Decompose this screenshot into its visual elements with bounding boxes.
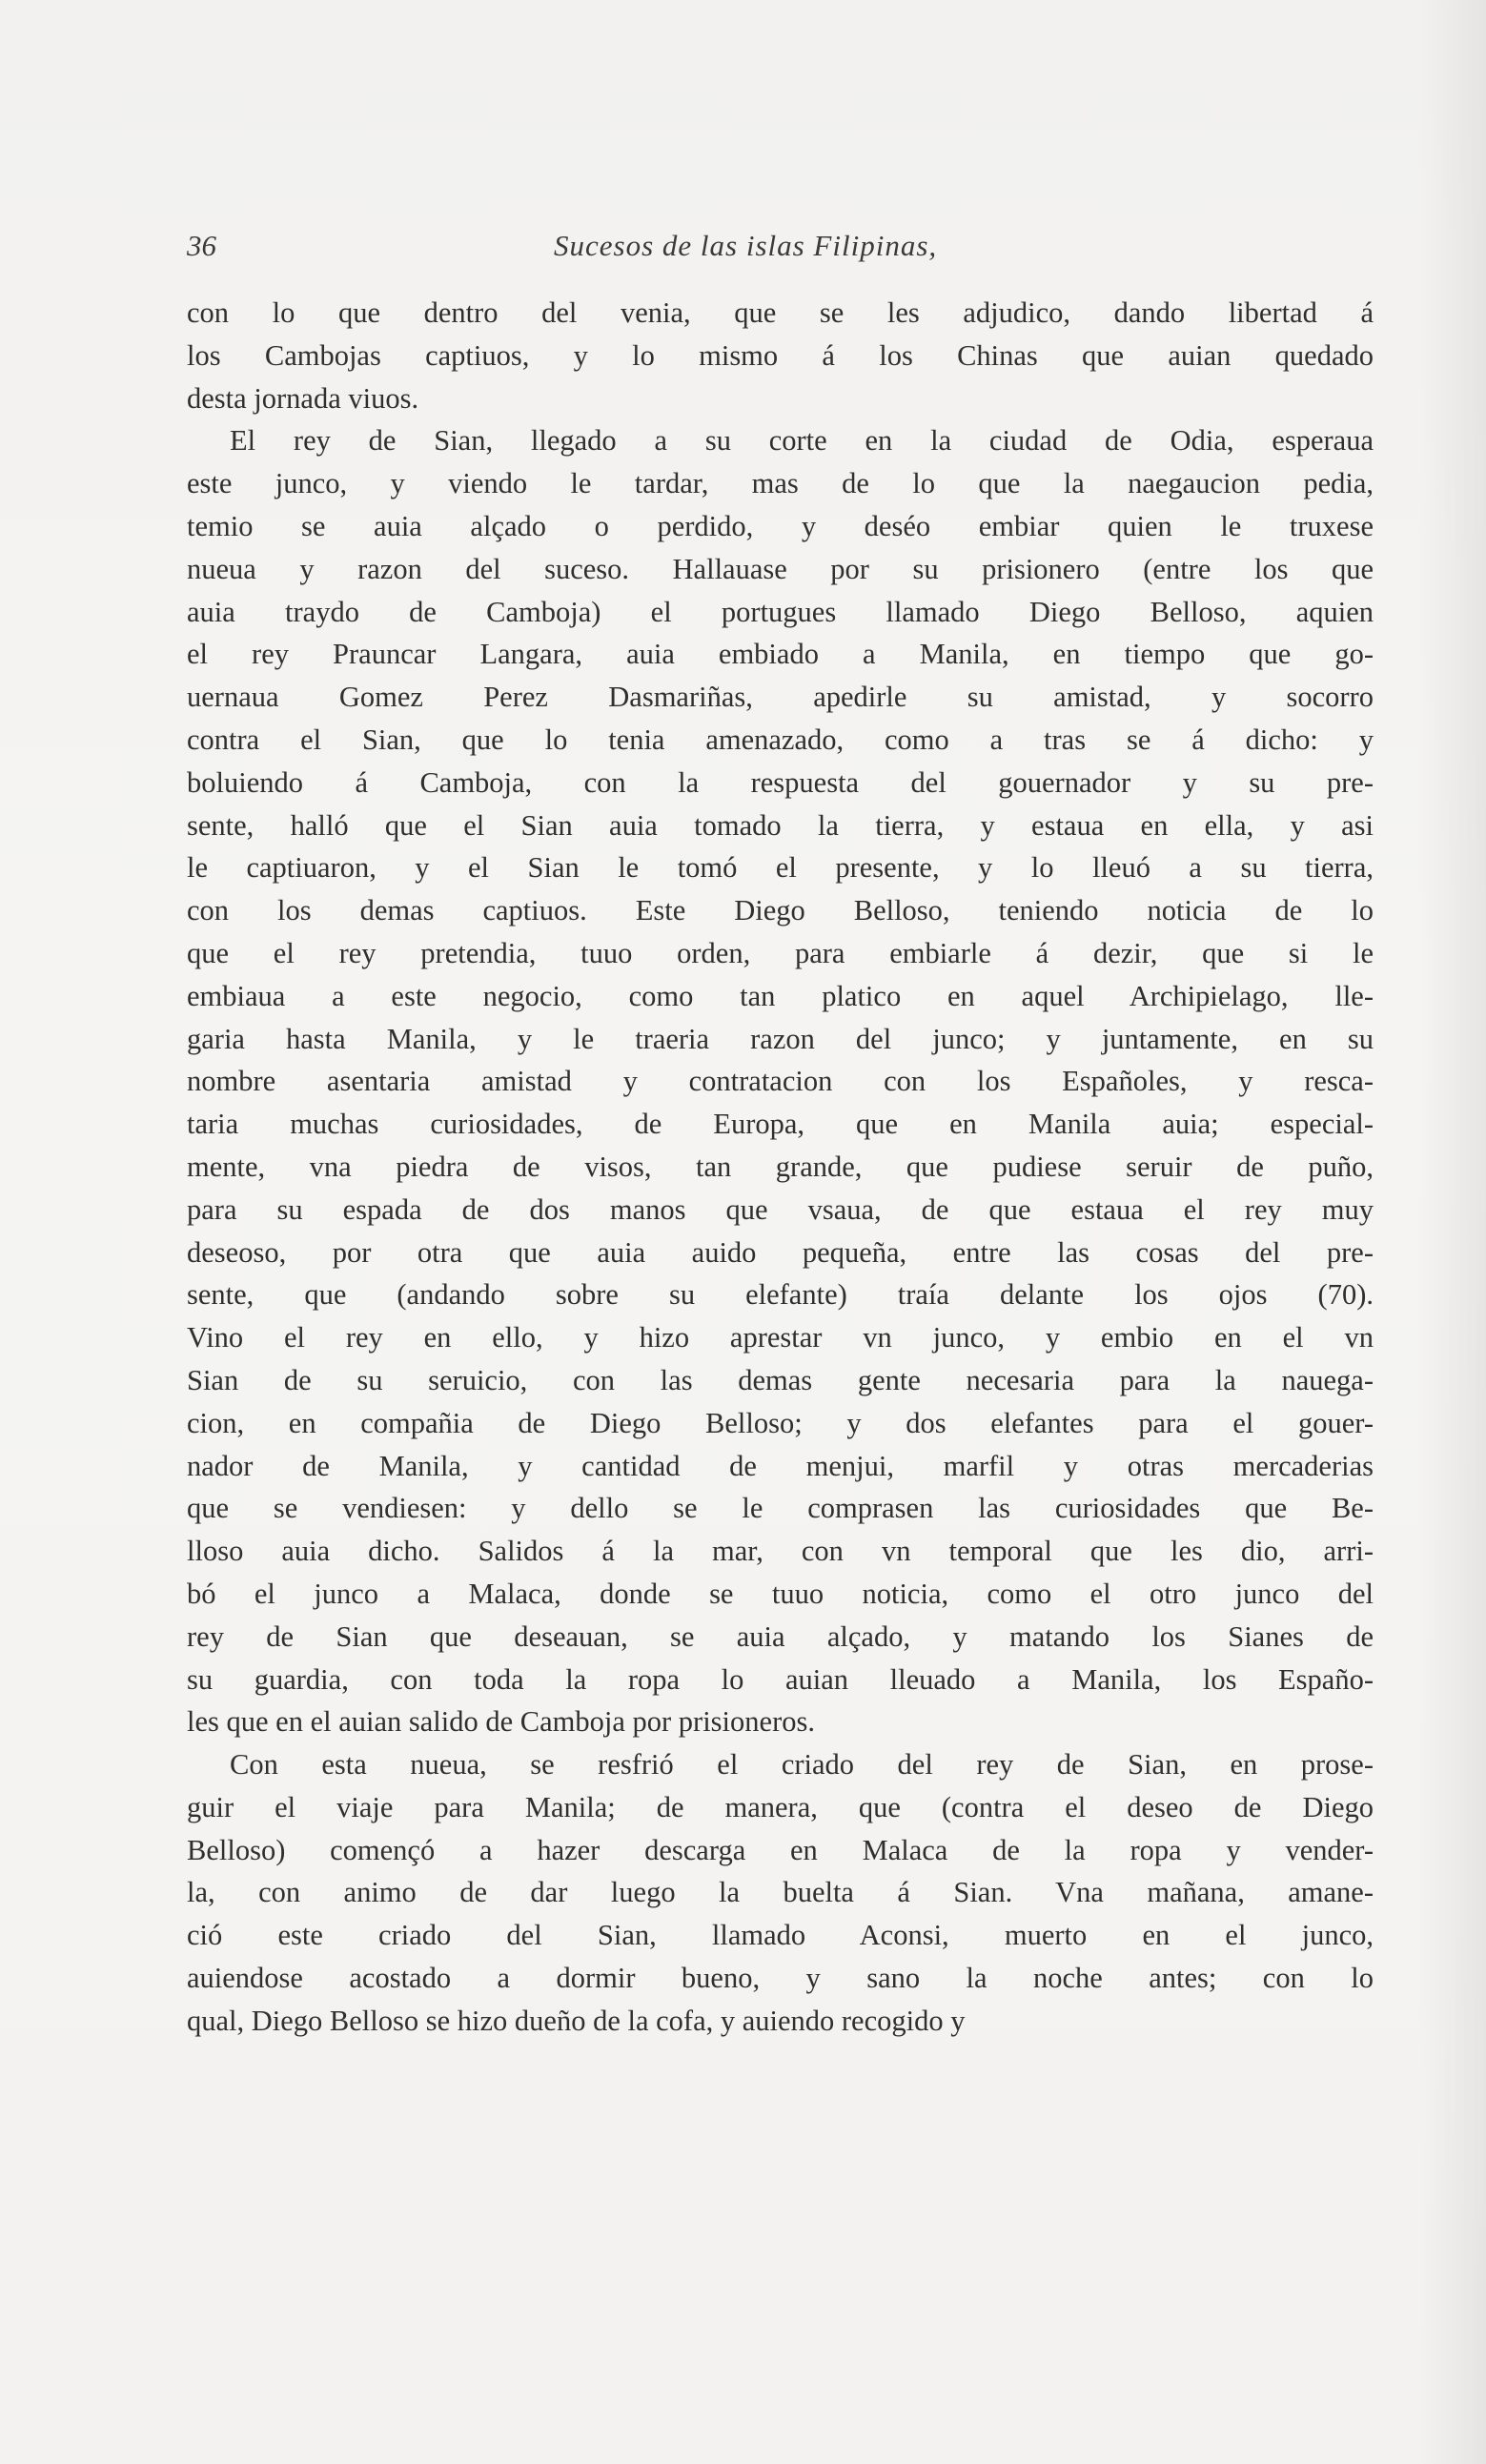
text-line: auiendose acostado a dormir bueno, y sano la noche antes; con lo <box>187 1962 1374 1995</box>
text-line: su guardia, con toda la ropa lo auian lleuado a Manila, los Españo- <box>187 1662 1374 1696</box>
text-line: deseoso, por otra que auia auido pequeña, entre las cosas del pre- <box>187 1235 1374 1269</box>
text-line: sente, halló que el Sian auia tomado la tierra, y estaua en ella, y asi <box>187 808 1374 842</box>
text-line: Sian de su seruicio, con las demas gente necesaria para la nauega- <box>187 1363 1374 1396</box>
text-line: embiaua a este negocio, como tan platico en aquel Archipielago, lle- <box>187 979 1374 1012</box>
text-line: garia hasta Manila, y le traeria razon del junco; y juntamente, en su <box>187 1022 1374 1055</box>
text-line: la, con animo de dar luego la buelta á Sian. Vna mañana, amane- <box>187 1876 1374 1909</box>
text-line: temio se auia alçado o perdido, y deséo embiar quien le truxese <box>187 509 1374 542</box>
text-line: qual, Diego Belloso se hizo dueño de la cofa, y auiendo recogido y <box>187 2004 966 2037</box>
page-edge-shadow <box>1419 0 1486 2464</box>
text-line: Belloso) començó a hazer descarga en Malaca de la ropa y vender- <box>187 1833 1374 1866</box>
text-line: El rey de Sian, llegado a su corte en la ciudad de Odia, esperaua <box>230 424 1374 458</box>
text-line: que se vendiesen: y dello se le comprasen las curiosidades que Be- <box>187 1492 1374 1525</box>
text-line: bó el junco a Malaca, donde se tuuo noticia, como el otro junco del <box>187 1577 1374 1610</box>
text-line: uernaua Gomez Perez Dasmariñas, apedirle su amistad, y socorro <box>187 681 1374 714</box>
text-line: este junco, y viendo le tardar, mas de lo que la naegaucion pedia, <box>187 467 1374 500</box>
text-line: rey de Sian que deseauan, se auia alçado, y matando los Sianes de <box>187 1619 1374 1653</box>
text-line: Vino el rey en ello, y hizo aprestar vn junco, y embio en el vn <box>187 1321 1374 1354</box>
text-line: le captiuaron, y el Sian le tomó el presente, y lo lleuó a su tierra, <box>187 851 1374 885</box>
text-line: con lo que dentro del venia, que se les adjudico, dando libertad á <box>187 296 1374 329</box>
text-line: taria muchas curiosidades, de Europa, que en Manila auia; especial- <box>187 1108 1374 1141</box>
text-line: les que en el auian salido de Camboja por prisioneros. <box>187 1705 815 1739</box>
text-line: desta jornada viuos. <box>187 381 419 415</box>
text-line: Con esta nueua, se resfrió el criado del rey de Sian, en prose- <box>230 1748 1374 1782</box>
text-line: con los demas captiuos. Este Diego Belloso, teniendo noticia de lo <box>187 894 1374 927</box>
text-line: mente, vna piedra de visos, tan grande, que pudiese seruir de puño, <box>187 1150 1374 1183</box>
page-header <box>187 229 1374 267</box>
text-line: guir el viaje para Manila; de manera, que (contra el deseo de Diego <box>187 1790 1374 1823</box>
text-line: nador de Manila, y cantidad de menjui, marfil y otras mercaderias <box>187 1449 1374 1482</box>
text-line: que el rey pretendia, tuuo orden, para embiarle á dezir, que si le <box>187 936 1374 969</box>
text-line: los Cambojas captiuos, y lo mismo á los Chinas que auian quedado <box>187 338 1374 372</box>
text-line: para su espada de dos manos que vsaua, de que estaua el rey muy <box>187 1192 1374 1226</box>
text-line: ció este criado del Sian, llamado Aconsi, muerto en el junco, <box>187 1919 1374 1952</box>
text-line: el rey Prauncar Langara, auia embiado a Manila, en tiempo que go- <box>187 638 1374 671</box>
running-title: Sucesos de las islas Filipinas, <box>554 229 938 262</box>
text-line: auia traydo de Camboja) el portugues llamado Diego Belloso, aquien <box>187 595 1374 628</box>
text-line: nueua y razon del suceso. Hallauase por su prisionero (entre los que <box>187 552 1374 585</box>
text-line: boluiendo á Camboja, con la respuesta del gouernador y su pre- <box>187 765 1374 799</box>
page-number: 36 <box>187 229 216 262</box>
body-text <box>187 292 1374 2043</box>
text-line: nombre asentaria amistad y contratacion con los Españoles, y resca- <box>187 1065 1374 1098</box>
text-line: cion, en compañia de Diego Belloso; y dos elefantes para el gouer- <box>187 1406 1374 1439</box>
text-line: lloso auia dicho. Salidos á la mar, con vn temporal que les dio, arri- <box>187 1535 1374 1568</box>
text-line: sente, que (andando sobre su elefante) traía delante los ojos (70). <box>187 1278 1374 1312</box>
text-line: contra el Sian, que lo tenia amenazado, como a tras se á dicho: y <box>187 723 1374 756</box>
